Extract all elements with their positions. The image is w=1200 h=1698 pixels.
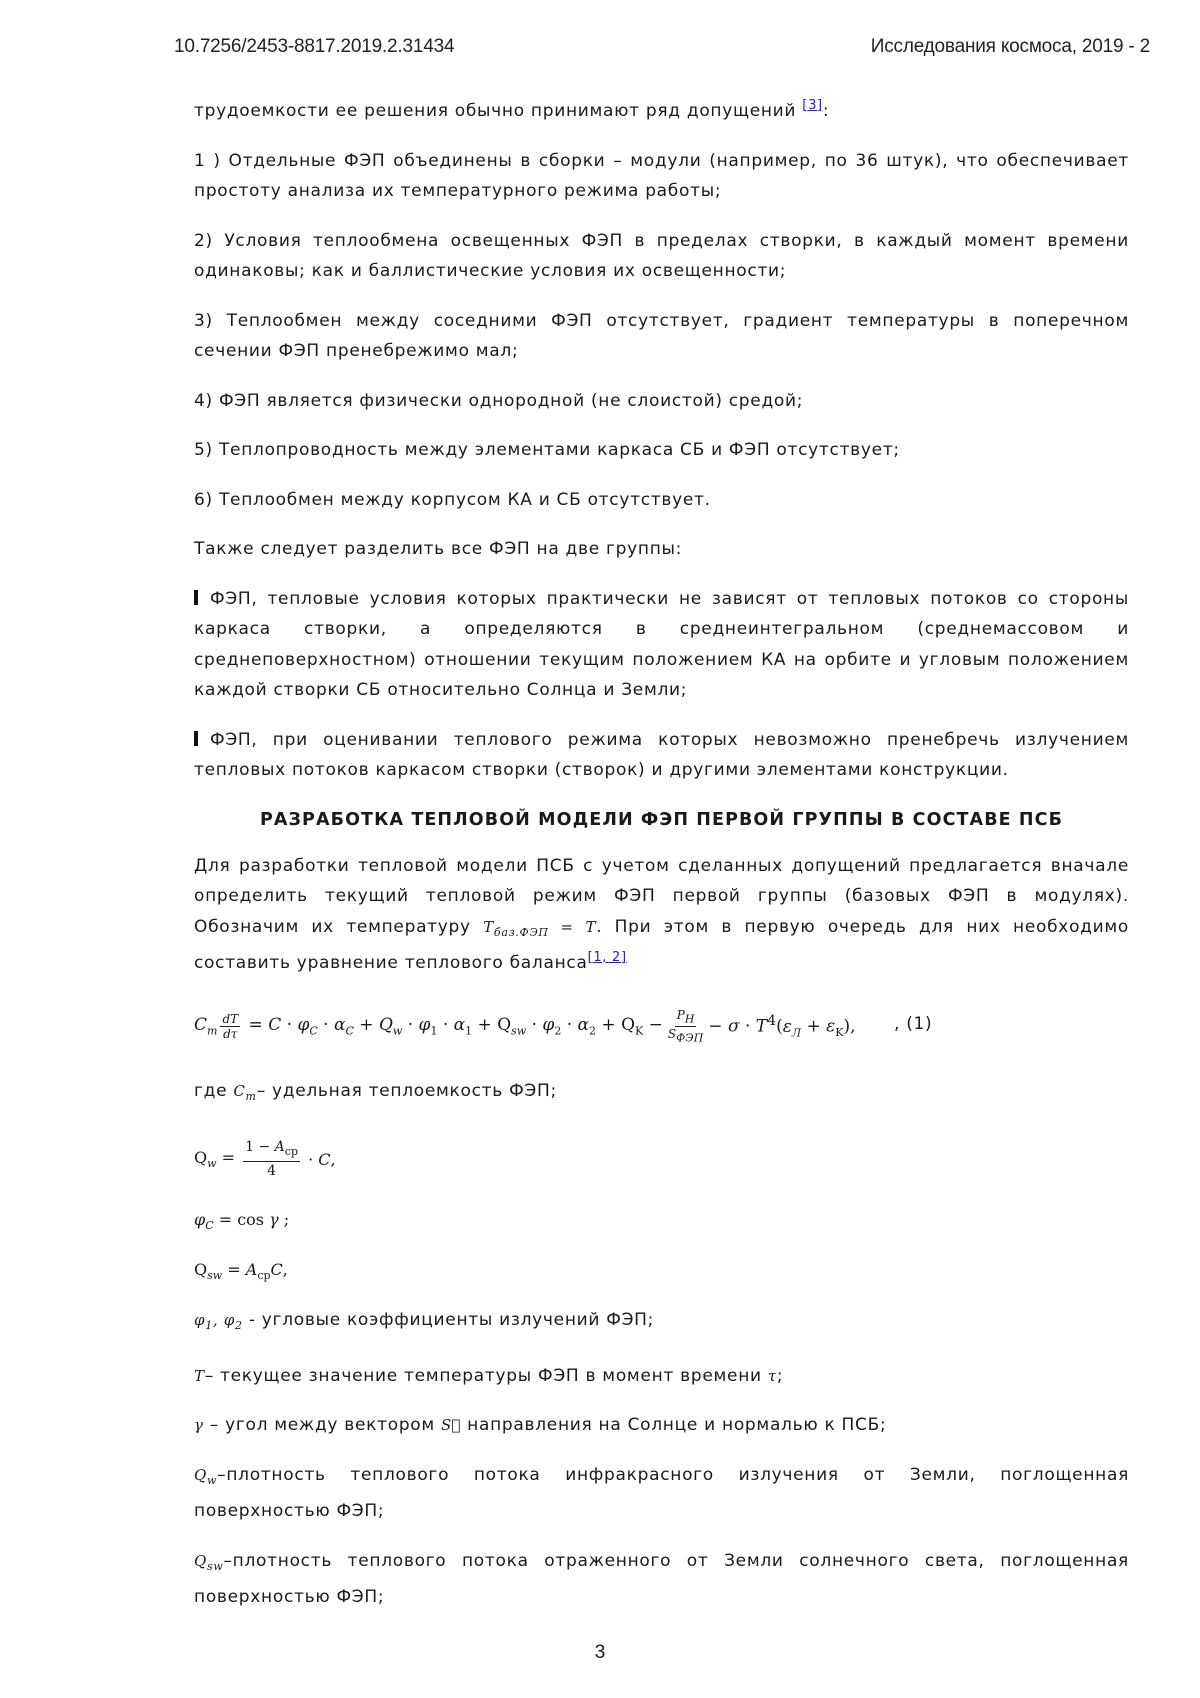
cm-symbol: $C_m$: [233, 1081, 257, 1103]
group-2-paragraph: [194, 725, 1129, 786]
t-symbol: T: [194, 1366, 205, 1385]
model-text-2: . При этом в первую очередь для них необходимо составить уравнение теплового баланса: [194, 916, 1129, 973]
qw-symbol: $Q_w$: [194, 1465, 218, 1487]
doi-header: 10.7256/2453-8817.2019.2.31434: [174, 36, 455, 57]
group-1-text: ФЭП, тепловые условия которых практически не зависят от тепловых потоков со стороны каркаса створки, а определяются в среднеинтегральном (среднемассовом и среднеповерхностном) отношении текущим положением КА на орбите и угловым положением каждой створки СБ относительно Солнца и Земли;: [194, 588, 1129, 700]
roman-one-marker-2: [194, 731, 198, 746]
reference-link-1-2[interactable]: [1, 2]: [587, 950, 627, 965]
assumption-1: 1 ) Отдельные ФЭП объединены в сборки – модули (например, по 36 штук), что обеспечивает простоту анализа их температурного режима работы;: [194, 150, 1129, 201]
qsw-symbol: $Q_{sw}$: [194, 1551, 224, 1573]
qw-desc: –плотность теплового потока инфракрасного излучения от Земли, поглощенная поверхностью ФЭП;: [194, 1464, 1129, 1521]
cm-desc: – удельная теплоемкость ФЭП;: [256, 1080, 557, 1101]
intro-paragraph: [194, 96, 1129, 127]
qsw-equation: $Q_{sw} = A_{ср}C$,: [194, 1259, 288, 1283]
temperature-symbol: $T_{баз.ФЭП} = T$: [483, 917, 597, 939]
journal-header: Исследования космоса, 2019 - 2: [870, 36, 1150, 57]
gamma-desc: – угол между вектором: [209, 1415, 435, 1435]
qsw-def: [194, 1546, 1129, 1613]
phi12-desc: - угловые коэффициенты излучений ФЭП;: [248, 1310, 655, 1330]
model-paragraph: [194, 851, 1129, 979]
tau-symbol: τ: [767, 1366, 777, 1385]
gamma-def: [194, 1410, 1129, 1441]
assumption-4: 4) ФЭП является физически однородной (не слоистой) средой;: [194, 390, 804, 411]
equation-number: , (1): [894, 1013, 933, 1034]
intro-text: трудоемкости ее решения обычно принимают ряд допущений: [194, 101, 797, 121]
t-desc: – текущее значение температуры ФЭП в момент времени: [204, 1365, 762, 1386]
where-cm: [194, 1076, 1129, 1113]
assumption-3: 3) Теплообмен между соседними ФЭП отсутствует, градиент температуры в поперечном сечении ФЭП пренебрежимо мал;: [194, 310, 1129, 361]
intro-colon: :: [822, 101, 830, 121]
phi-c-equation: $\varphi_C = \cos \gamma$ ;: [194, 1209, 290, 1233]
gamma-desc-2: направления на Солнце и нормалью к ПСБ;: [467, 1415, 887, 1435]
heat-balance-equation: [194, 998, 1129, 1062]
phi12-def: [194, 1305, 1129, 1342]
roman-one-marker: [194, 590, 198, 605]
qw-def: [194, 1460, 1129, 1527]
qsw-desc: –плотность теплового потока отраженного от Земли солнечного света, поглощенная поверхностью ФЭП;: [194, 1550, 1129, 1607]
qw-equation: $Q_w$ = $\frac{1 - A_{ср}}{4}$ · C,: [194, 1139, 336, 1179]
page-number: 3: [594, 1642, 606, 1663]
group-2-text: ФЭП, при оценивании теплового режима которых невозможно пренебречь излучением тепловых потоков каркасом створки (створок) и другими элементами конструкции.: [194, 729, 1129, 780]
where-lead: где: [194, 1080, 228, 1101]
t-def: [194, 1361, 1129, 1392]
assumption-6: 6) Теплообмен между корпусом КА и СБ отсутствует.: [194, 489, 711, 510]
t-desc-end: ;: [776, 1365, 784, 1386]
s-vector-symbol: S⃗: [441, 1416, 462, 1434]
equation-formula: $C_m$ $\frac{dT}{d\tau}$ = $C \cdot \varphi_C \cdot \alpha_C + Q_w \cdot \varphi_1 \cdot \alpha_1 + Q_{sw} \cdot \varphi_2 \cdot \alpha_2 + Q_K$ − $\frac{P_Н}{S_{ФЭП}}$ − $\sigma \cdot T^4(\varepsilon_Л + \varepsilon_K)$,: [194, 1007, 856, 1045]
group-1-paragraph: [194, 584, 1129, 706]
gamma-symbol: γ: [194, 1416, 204, 1434]
section-title: РАЗРАБОТКА ТЕПЛОВОЙ МОДЕЛИ ФЭП ПЕРВОЙ ГРУППЫ В СОСТАВЕ ПСБ: [259, 809, 1064, 830]
assumption-2: 2) Условия теплообмена освещенных ФЭП в пределах створки, в каждый момент времени одинаковы; как и баллистические условия их освещенности;: [194, 230, 1129, 281]
main-content: [194, 96, 1129, 1632]
groups-intro: Также следует разделить все ФЭП на две группы:: [194, 539, 683, 559]
reference-link-3[interactable]: [3]: [802, 98, 823, 113]
assumption-5: 5) Теплопроводность между элементами каркаса СБ и ФЭП отсутствует;: [194, 440, 900, 460]
model-text-1: Для разработки тепловой модели ПСБ с учетом сделанных допущений предлагается вначале определить текущий тепловой режим ФЭП первой группы (базовых ФЭП в модулях). Обозначим их температуру: [194, 855, 1129, 937]
phi12-symbol: $\varphi_1$, $\varphi_2$: [194, 1311, 243, 1332]
